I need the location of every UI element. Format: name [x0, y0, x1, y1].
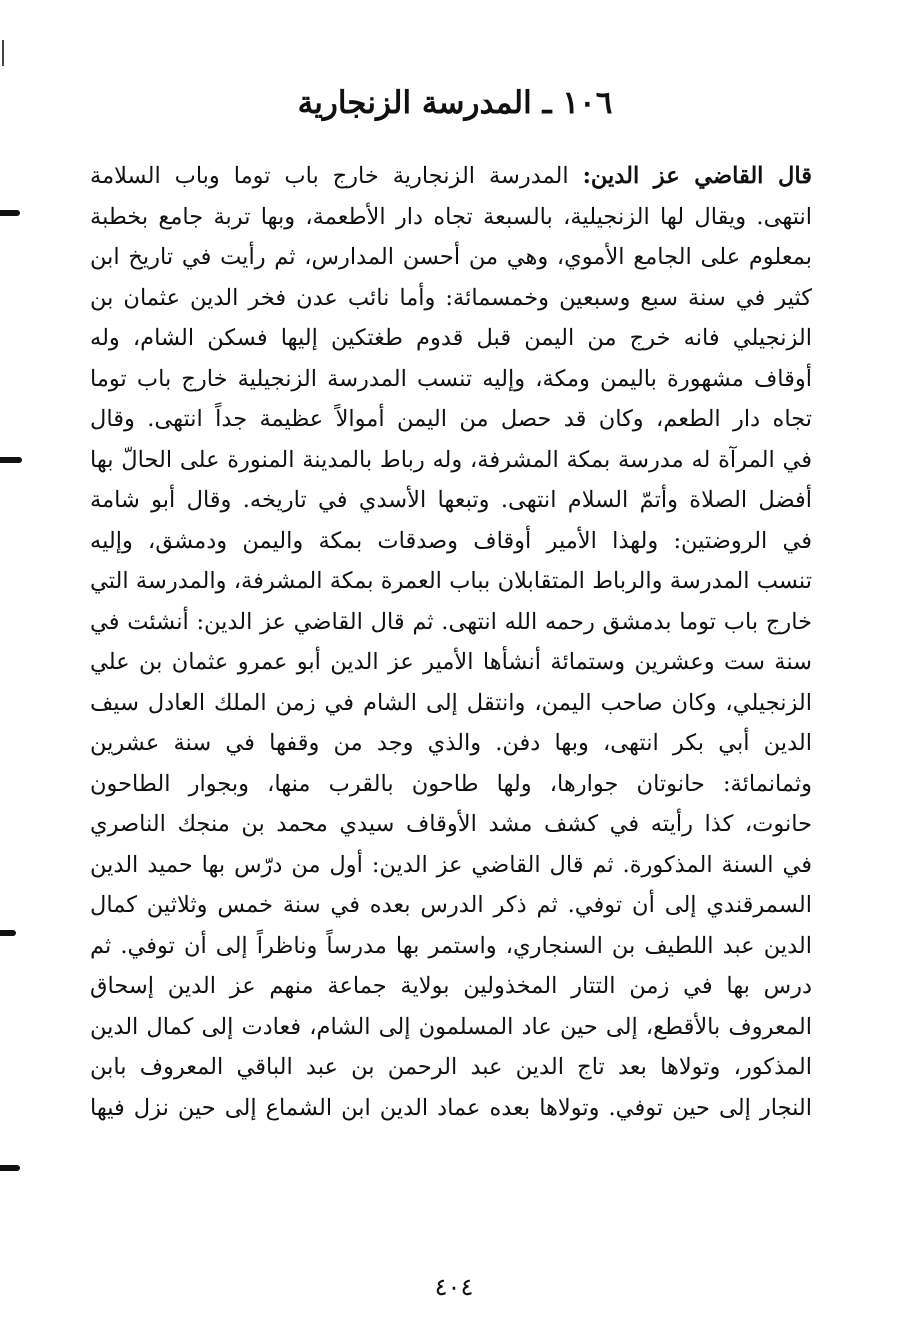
- text-line: سنة ست وعشرين وستمائة أنشأها الأمير عز الدين أبو عمرو عثمان بن علي: [90, 649, 812, 675]
- text-line: تنسب المدرسة والرباط المتقابلان بباب العمرة بمكة المشرفة، والمدرسة التي: [90, 568, 812, 594]
- binding-mark: [0, 930, 16, 936]
- binding-mark: [0, 1165, 20, 1171]
- text-line: تجاه دار الطعم، وكان قد حصل من اليمن أموالاً عظيمة جداً انتهى. وقال: [90, 406, 812, 432]
- text-line: الدين أبي بكر انتهى، وبها دفن. والذي وجد من وقفها في سنة عشرين: [90, 730, 812, 756]
- page-number: ٤٠٤: [434, 1273, 474, 1301]
- text-line: حانوت، كذا رأيته في كشف مشد الأوقاف سيدي محمد بن منجك الناصري: [90, 811, 812, 837]
- text-line: المذكور، وتولاها بعد تاج الدين عبد الرحمن بن عبد الباقي المعروف بابن: [90, 1054, 812, 1080]
- text-line: في المرآة له مدرسة بمكة المشرفة، وله رباط بالمدينة المنورة على الحالّ بها: [90, 446, 812, 473]
- text-line: أوقاف مشهورة باليمن ومكة، وإليه تنسب المدرسة الزنجيلية خارج باب توما: [90, 365, 812, 392]
- text-line: خارج باب توما بدمشق رحمه الله انتهى. ثم قال القاضي عز الدين: أنشئت في: [90, 608, 812, 635]
- text-line: النجار إلى حين توفي. وتولاها بعده عماد الدين ابن الشماع إلى حين نزل فيها: [90, 1094, 812, 1121]
- text-line: السمرقندي إلى أن توفي. ثم ذكر الدرس بعده في سنة خمس وثلاثين كمال: [90, 892, 812, 918]
- binding-mark: [0, 210, 20, 216]
- text-line-content: المدرسة الزنجارية خارج باب توما وباب السلامة: [90, 163, 569, 189]
- text-line: الزنجيلي فانه خرج من اليمن قبل قدوم طغتكين إليها فسكن الشام، وله: [90, 325, 812, 351]
- lead-phrase: قال القاضي عز الدين:: [582, 163, 812, 189]
- margin-tick: [2, 40, 4, 66]
- text-line: الدين عبد اللطيف بن السنجاري، واستمر بها مدرساً وناظراً إلى أن توفي. ثم: [90, 932, 812, 959]
- text-line: كثير في سنة سبع وسبعين وخمسمائة: وأما نائب عدن فخر الدين عثمان بن: [90, 284, 812, 311]
- text-line: المعروف بالأقطع، إلى حين عاد المسلمون إلى الشام، فعادت إلى كمال الدين: [90, 1013, 812, 1040]
- text-line: أفضل الصلاة وأتمّ السلام انتهى. وتبعها الأسدي في تاريخه. وقال أبو شامة: [90, 487, 812, 513]
- text-line: في الروضتين: ولهذا الأمير أوقاف وصدقات بمكة واليمن ودمشق، وإليه: [90, 527, 812, 554]
- text-line: [90, 156, 812, 197]
- text-line: بمعلوم على الجامع الأموي، وهي من أحسن المدارس، ثم رأيت في تاريخ ابن: [90, 244, 812, 270]
- text-line: في السنة المذكورة. ثم قال القاضي عز الدين: أول من درّس بها حميد الدين: [90, 851, 812, 878]
- text-line: وثمانمائة: حانوتان جوارها، ولها طاحون بالقرب منها، وبجوار الطاحون: [90, 770, 812, 797]
- body-text: [90, 156, 812, 1128]
- text-line: الزنجيلي، وكان صاحب اليمن، وانتقل إلى الشام في زمن الملك العادل سيف: [90, 689, 812, 716]
- binding-mark: [0, 457, 22, 463]
- text-line: انتهى. ويقال لها الزنجيلية، بالسبعة تجاه دار الأطعمة، وبها تربة جامع بخطبة: [90, 203, 812, 230]
- section-heading: ١٠٦ ـ المدرسة الزنجارية: [297, 85, 613, 121]
- text-line: درس بها في زمن التتار المخذولين بولاية جماعة منهم عز الدين إسحاق: [90, 973, 812, 999]
